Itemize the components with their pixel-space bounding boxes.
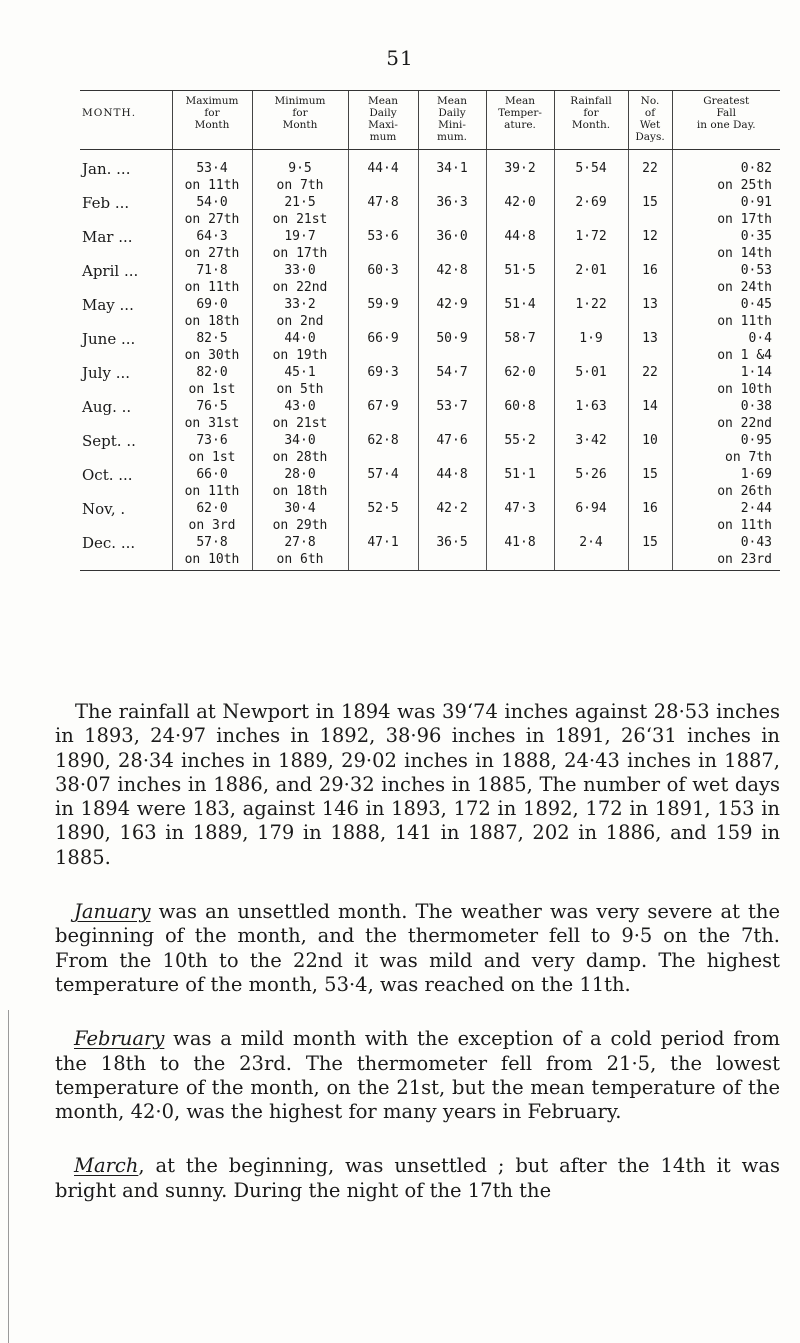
header-mean-daily-max	[348, 91, 418, 150]
max-cell: on 11th	[172, 483, 252, 500]
header-greatest-fall	[672, 91, 780, 150]
mean-temp-cell	[486, 449, 554, 466]
table-row	[80, 398, 780, 415]
month-cell	[80, 381, 172, 398]
wet-days-cell	[628, 517, 672, 534]
table-row	[80, 500, 780, 517]
mean-temp-cell: 51·4	[486, 296, 554, 313]
header-line: Mini-	[438, 119, 466, 131]
header-minimum	[252, 91, 348, 150]
wet-days-cell	[628, 483, 672, 500]
mean-temp-cell: 62·0	[486, 364, 554, 381]
rainfall-cell	[554, 381, 628, 398]
min-cell: 27·8	[252, 534, 348, 551]
greatest-fall-cell: 0·53	[672, 262, 780, 279]
month-cell: Aug. ..	[82, 397, 132, 416]
mean-max-cell	[348, 177, 418, 194]
min-cell: 45·1	[252, 364, 348, 381]
max-cell: 71·8	[172, 262, 252, 279]
mean-min-cell	[418, 313, 486, 330]
header-line: mum	[369, 131, 397, 143]
table-row	[80, 466, 780, 483]
mean-max-cell: 53·6	[348, 228, 418, 245]
month-cell	[80, 517, 172, 534]
mean-max-cell: 67·9	[348, 398, 418, 415]
max-cell: 62·0	[172, 500, 252, 517]
month-cell: Sept. ..	[82, 431, 136, 450]
header-maximum	[172, 91, 252, 150]
january-paragraph	[55, 900, 780, 997]
max-cell: on 1st	[172, 449, 252, 466]
greatest-fall-cell: on 11th	[672, 517, 780, 534]
min-cell: 19·7	[252, 228, 348, 245]
mean-min-cell: 36·5	[418, 534, 486, 551]
rainfall-cell: 1·9	[554, 330, 628, 347]
table-row-day-line	[80, 347, 780, 364]
greatest-fall-cell: on 25th	[672, 177, 780, 194]
rainfall-cell	[554, 415, 628, 432]
mean-min-cell	[418, 279, 486, 296]
mean-max-cell	[348, 381, 418, 398]
mean-min-cell: 50·9	[418, 330, 486, 347]
greatest-fall-cell: on 14th	[672, 245, 780, 262]
rainfall-cell: 2·4	[554, 534, 628, 551]
month-cell: Nov, .	[82, 499, 126, 518]
mean-min-cell: 42·8	[418, 262, 486, 279]
mean-max-cell: 57·4	[348, 466, 418, 483]
mean-temp-cell	[486, 415, 554, 432]
rainfall-cell: 5·01	[554, 364, 628, 381]
header-line: Mean	[368, 95, 398, 107]
mean-max-cell: 66·9	[348, 330, 418, 347]
month-cell: May ...	[82, 295, 134, 314]
table-row-day-line	[80, 483, 780, 500]
mean-min-cell	[418, 381, 486, 398]
month-cell: Jan. ...	[82, 159, 131, 178]
weather-table	[80, 90, 780, 571]
table-row-day-line	[80, 177, 780, 194]
mean-min-cell: 54·7	[418, 364, 486, 381]
min-cell: on 17th	[252, 245, 348, 262]
paragraph-text: The rainfall at Newport in 1894 was 39‘74 inches against 28·53 inches in 1893, 24·97 inches in 1892, 38·96 inches in 1891, 26‘31 inches in 1890, 28·34 inches in 1889, 29·02 inches in 1888, 24·43 inches in 1887, 38·07 inches in 1886, and 29·32 inches in 1885, The number of wet days in 1894 were 183, against 146 in 1893, 172 in 1892, 172 in 1891, 153 in 1890, 163 in 1889, 179 in 1888, 141 in 1887, 202 in 1886, and 159 in 1885.	[55, 700, 780, 869]
table-row-day-line	[80, 551, 780, 571]
greatest-fall-cell: 0·82	[672, 150, 780, 178]
month-cell: Oct. ...	[82, 465, 133, 484]
greatest-fall-cell: 0·95	[672, 432, 780, 449]
min-cell: 9·5	[252, 150, 348, 178]
min-cell: on 18th	[252, 483, 348, 500]
header-line: of	[644, 107, 656, 119]
month-cell	[80, 279, 172, 296]
wet-days-cell: 16	[628, 262, 672, 279]
month-lead: January	[74, 900, 151, 924]
min-cell: on 22nd	[252, 279, 348, 296]
rainfall-cell	[554, 177, 628, 194]
month-cell	[80, 245, 172, 262]
month-cell	[80, 415, 172, 432]
wet-days-cell: 15	[628, 466, 672, 483]
header-line: Month.	[571, 119, 611, 131]
rainfall-paragraph	[55, 700, 780, 870]
max-cell: on 3rd	[172, 517, 252, 534]
greatest-fall-cell: 0·38	[672, 398, 780, 415]
wet-days-cell: 14	[628, 398, 672, 415]
table-row	[80, 296, 780, 313]
mean-max-cell	[348, 279, 418, 296]
wet-days-cell	[628, 551, 672, 571]
mean-temp-cell: 44·8	[486, 228, 554, 245]
table-row	[80, 364, 780, 381]
min-cell: 33·2	[252, 296, 348, 313]
february-paragraph	[55, 1027, 780, 1124]
rainfall-cell: 5·26	[554, 466, 628, 483]
table-row	[80, 432, 780, 449]
mean-temp-cell	[486, 381, 554, 398]
mean-temp-cell	[486, 551, 554, 571]
greatest-fall-cell: 1·14	[672, 364, 780, 381]
header-line: Maxi-	[368, 119, 398, 131]
wet-days-cell	[628, 211, 672, 228]
greatest-fall-cell: 0·35	[672, 228, 780, 245]
mean-temp-cell	[486, 211, 554, 228]
mean-max-cell	[348, 551, 418, 571]
mean-min-cell: 36·3	[418, 194, 486, 211]
month-cell: Mar ...	[82, 227, 133, 246]
greatest-fall-cell: on 23rd	[672, 551, 780, 571]
paragraph-text: was a mild month with the exception of a cold period from the 18th to the 23rd. The thermometer fell from 21·5, the lowest temperature of the month, on the 21st, but the mean temperature of the month, 42·0, was the highest for many years in February.	[55, 1027, 780, 1124]
header-line: Fall	[716, 107, 737, 119]
max-cell: 54·0	[172, 194, 252, 211]
mean-min-cell	[418, 211, 486, 228]
wet-days-cell: 13	[628, 296, 672, 313]
table-row	[80, 534, 780, 551]
wet-days-cell: 15	[628, 534, 672, 551]
greatest-fall-cell: on 7th	[672, 449, 780, 466]
min-cell: on 19th	[252, 347, 348, 364]
mean-max-cell	[348, 347, 418, 364]
mean-max-cell	[348, 415, 418, 432]
month-cell	[80, 449, 172, 466]
greatest-fall-cell: 0·45	[672, 296, 780, 313]
min-cell: on 7th	[252, 177, 348, 194]
month-cell: July ...	[82, 363, 131, 382]
max-cell: 69·0	[172, 296, 252, 313]
min-cell: 21·5	[252, 194, 348, 211]
mean-min-cell: 53·7	[418, 398, 486, 415]
mean-temp-cell	[486, 347, 554, 364]
max-cell: on 11th	[172, 279, 252, 296]
wet-days-cell: 12	[628, 228, 672, 245]
page-fold-line	[8, 1010, 9, 1343]
header-line: No.	[640, 95, 660, 107]
mean-temp-cell	[486, 279, 554, 296]
mean-min-cell: 42·2	[418, 500, 486, 517]
table-header-row	[80, 91, 780, 150]
max-cell: on 1st	[172, 381, 252, 398]
mean-max-cell	[348, 483, 418, 500]
month-cell: June ...	[82, 329, 136, 348]
header-mean-daily-min	[418, 91, 486, 150]
max-cell: on 27th	[172, 211, 252, 228]
paragraph-text: was an unsettled month. The weather was very severe at the beginning of the month, and the thermometer fell to 9·5 on the 7th. From the 10th to the 22nd it was mild and very damp. The highest temperature of the month, 53·4, was reached on the 11th.	[55, 900, 780, 996]
greatest-fall-cell: 0·91	[672, 194, 780, 211]
table-row-day-line	[80, 517, 780, 534]
wet-days-cell	[628, 245, 672, 262]
table-row-day-line	[80, 279, 780, 296]
mean-max-cell	[348, 517, 418, 534]
header-line: Greatest	[703, 95, 750, 107]
max-cell: 76·5	[172, 398, 252, 415]
header-line: Mean	[505, 95, 535, 107]
header-line: Daily	[369, 107, 397, 119]
max-cell: on 10th	[172, 551, 252, 571]
wet-days-cell: 10	[628, 432, 672, 449]
table-row	[80, 228, 780, 245]
header-line: for	[292, 107, 308, 119]
table-row	[80, 150, 780, 178]
header-line: Rainfall	[570, 95, 612, 107]
min-cell: on 5th	[252, 381, 348, 398]
march-paragraph	[55, 1154, 780, 1203]
header-rainfall	[554, 91, 628, 150]
header-line: Temper-	[498, 107, 542, 119]
rainfall-cell: 3·42	[554, 432, 628, 449]
greatest-fall-cell: on 26th	[672, 483, 780, 500]
header-month: MONTH.	[80, 91, 172, 150]
min-cell: 34·0	[252, 432, 348, 449]
table-row-day-line	[80, 415, 780, 432]
max-cell: on 27th	[172, 245, 252, 262]
mean-max-cell: 69·3	[348, 364, 418, 381]
rainfall-cell: 2·69	[554, 194, 628, 211]
header-wet-days	[628, 91, 672, 150]
greatest-fall-cell: on 24th	[672, 279, 780, 296]
mean-min-cell: 36·0	[418, 228, 486, 245]
mean-min-cell	[418, 347, 486, 364]
mean-min-cell: 42·9	[418, 296, 486, 313]
wet-days-cell: 22	[628, 150, 672, 178]
mean-temp-cell	[486, 483, 554, 500]
min-cell: 30·4	[252, 500, 348, 517]
mean-min-cell: 44·8	[418, 466, 486, 483]
mean-temp-cell: 51·1	[486, 466, 554, 483]
greatest-fall-cell: 0·43	[672, 534, 780, 551]
header-line: Month	[194, 119, 230, 131]
mean-temp-cell: 39·2	[486, 150, 554, 178]
month-cell: Dec. ...	[82, 533, 136, 552]
header-line: Wet	[639, 119, 661, 131]
mean-min-cell	[418, 483, 486, 500]
mean-temp-cell	[486, 313, 554, 330]
rainfall-cell: 6·94	[554, 500, 628, 517]
mean-temp-cell: 58·7	[486, 330, 554, 347]
page-number: 51	[386, 46, 414, 70]
mean-max-cell: 60·3	[348, 262, 418, 279]
mean-min-cell	[418, 517, 486, 534]
table-row	[80, 194, 780, 211]
mean-temp-cell	[486, 177, 554, 194]
wet-days-cell: 13	[628, 330, 672, 347]
wet-days-cell	[628, 381, 672, 398]
header-line: in one Day.	[696, 119, 756, 131]
header-line: for	[583, 107, 599, 119]
greatest-fall-cell: on 11th	[672, 313, 780, 330]
table-row-day-line	[80, 313, 780, 330]
rainfall-cell	[554, 483, 628, 500]
min-cell: 33·0	[252, 262, 348, 279]
mean-max-cell: 47·1	[348, 534, 418, 551]
max-cell: 64·3	[172, 228, 252, 245]
mean-max-cell	[348, 245, 418, 262]
min-cell: on 21st	[252, 211, 348, 228]
mean-temp-cell: 41·8	[486, 534, 554, 551]
table-row	[80, 262, 780, 279]
max-cell: 82·0	[172, 364, 252, 381]
mean-temp-cell: 60·8	[486, 398, 554, 415]
header-line: Daily	[438, 107, 466, 119]
mean-max-cell: 52·5	[348, 500, 418, 517]
month-cell: April ...	[82, 261, 139, 280]
max-cell: on 11th	[172, 177, 252, 194]
greatest-fall-cell: on 1 &4	[672, 347, 780, 364]
rainfall-cell: 1·22	[554, 296, 628, 313]
max-cell: 73·6	[172, 432, 252, 449]
mean-max-cell	[348, 313, 418, 330]
max-cell: on 30th	[172, 347, 252, 364]
max-cell: on 31st	[172, 415, 252, 432]
month-cell	[80, 177, 172, 194]
mean-max-cell: 62·8	[348, 432, 418, 449]
mean-max-cell: 47·8	[348, 194, 418, 211]
mean-min-cell: 47·6	[418, 432, 486, 449]
greatest-fall-cell: on 10th	[672, 381, 780, 398]
report-text	[55, 700, 780, 1233]
greatest-fall-cell: 2·44	[672, 500, 780, 517]
month-cell: Feb ...	[82, 193, 130, 212]
header-mean-temperature	[486, 91, 554, 150]
rainfall-cell	[554, 449, 628, 466]
wet-days-cell	[628, 313, 672, 330]
rainfall-cell: 1·72	[554, 228, 628, 245]
greatest-fall-cell: 1·69	[672, 466, 780, 483]
mean-temp-cell: 47·3	[486, 500, 554, 517]
min-cell: on 21st	[252, 415, 348, 432]
header-line: Maximum	[185, 95, 239, 107]
wet-days-cell: 15	[628, 194, 672, 211]
wet-days-cell	[628, 177, 672, 194]
header-line: Minimum	[274, 95, 326, 107]
mean-min-cell: 34·1	[418, 150, 486, 178]
wet-days-cell: 16	[628, 500, 672, 517]
table-row-day-line	[80, 381, 780, 398]
weather-table-container	[80, 90, 780, 571]
mean-max-cell	[348, 211, 418, 228]
table-body	[80, 150, 780, 571]
max-cell: 82·5	[172, 330, 252, 347]
max-cell: 66·0	[172, 466, 252, 483]
mean-temp-cell: 55·2	[486, 432, 554, 449]
mean-max-cell: 59·9	[348, 296, 418, 313]
header-line: mum.	[436, 131, 467, 143]
header-line: Month	[282, 119, 318, 131]
paragraph-text: , at the beginning, was unsettled ; but after the 14th it was bright and sunny. During the night of the 17th the	[55, 1154, 780, 1202]
mean-min-cell	[418, 415, 486, 432]
rainfall-cell	[554, 551, 628, 571]
min-cell: on 6th	[252, 551, 348, 571]
mean-temp-cell: 51·5	[486, 262, 554, 279]
rainfall-cell	[554, 517, 628, 534]
max-cell: 53·4	[172, 150, 252, 178]
mean-temp-cell: 42·0	[486, 194, 554, 211]
mean-min-cell	[418, 177, 486, 194]
min-cell: 28·0	[252, 466, 348, 483]
month-cell	[80, 313, 172, 330]
wet-days-cell	[628, 415, 672, 432]
wet-days-cell	[628, 449, 672, 466]
mean-temp-cell	[486, 245, 554, 262]
min-cell: on 2nd	[252, 313, 348, 330]
rainfall-cell	[554, 279, 628, 296]
month-cell	[80, 551, 172, 571]
greatest-fall-cell: on 22nd	[672, 415, 780, 432]
min-cell: 44·0	[252, 330, 348, 347]
wet-days-cell	[628, 347, 672, 364]
header-line: for	[204, 107, 220, 119]
rainfall-cell	[554, 313, 628, 330]
rainfall-cell: 2·01	[554, 262, 628, 279]
table-row-day-line	[80, 211, 780, 228]
header-line: Mean	[437, 95, 467, 107]
rainfall-cell: 1·63	[554, 398, 628, 415]
rainfall-cell	[554, 211, 628, 228]
min-cell: on 29th	[252, 517, 348, 534]
mean-min-cell	[418, 449, 486, 466]
rainfall-cell	[554, 245, 628, 262]
wet-days-cell	[628, 279, 672, 296]
rainfall-cell: 5·54	[554, 150, 628, 178]
table-row-day-line	[80, 449, 780, 466]
min-cell: on 28th	[252, 449, 348, 466]
greatest-fall-cell: 0·4	[672, 330, 780, 347]
month-cell	[80, 347, 172, 364]
mean-max-cell	[348, 449, 418, 466]
month-lead: March	[74, 1154, 139, 1178]
max-cell: on 18th	[172, 313, 252, 330]
mean-temp-cell	[486, 517, 554, 534]
month-cell	[80, 483, 172, 500]
greatest-fall-cell: on 17th	[672, 211, 780, 228]
mean-max-cell: 44·4	[348, 150, 418, 178]
max-cell: 57·8	[172, 534, 252, 551]
min-cell: 43·0	[252, 398, 348, 415]
mean-min-cell	[418, 245, 486, 262]
month-lead: February	[74, 1027, 165, 1051]
month-cell	[80, 211, 172, 228]
header-line: Days.	[635, 131, 665, 143]
wet-days-cell: 22	[628, 364, 672, 381]
header-line: ature.	[504, 119, 536, 131]
table-row	[80, 330, 780, 347]
mean-min-cell	[418, 551, 486, 571]
table-row-day-line	[80, 245, 780, 262]
rainfall-cell	[554, 347, 628, 364]
